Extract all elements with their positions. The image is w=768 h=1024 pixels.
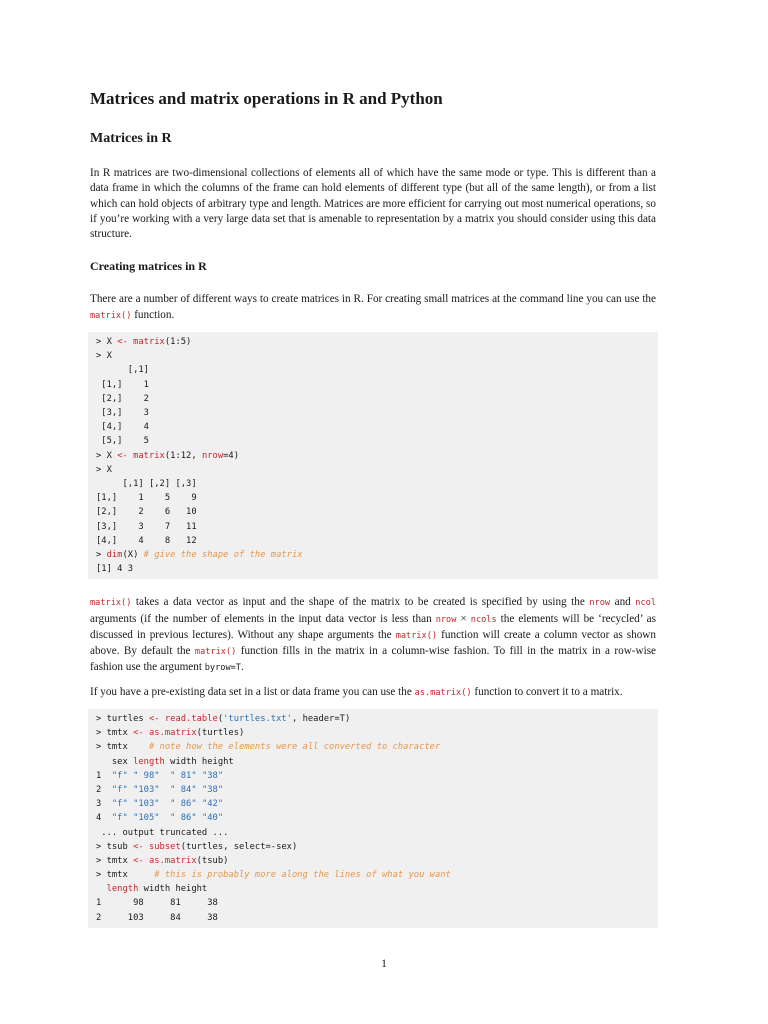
code-line: > X [96,351,112,362]
code-line: > tmtx # note how the elements were all converted to character [96,742,441,753]
code-line: [,1] [,2] [,3] [96,478,197,489]
page-title: Matrices and matrix operations in R and Python [90,89,443,108]
code-line: > X <- matrix(1:5) [96,337,192,348]
code-line: 2 "f" "103" " 84" "38" [96,784,224,795]
code-line: [5,] 5 [96,436,149,447]
code-line: [2,] 2 6 10 [96,507,197,518]
code-line: ... output truncated ... [96,827,229,838]
code-line: 3 "f" "103" " 86" "42" [96,799,224,810]
inline-code: matrix() [90,310,132,321]
code-line: > X [96,464,112,475]
code-block-matrix-creation [88,332,658,579]
code-block-turtles [88,709,658,928]
creating-paragraph [90,292,656,324]
document-page [90,88,656,944]
code-line: [4,] 4 8 12 [96,535,197,546]
code-line: > tmtx <- as.matrix(tsub) [96,855,229,866]
code-line: 2 103 84 38 [96,912,218,923]
section-heading-matrices-in-r: Matrices in R [90,131,172,146]
code-line: > tmtx # this is probably more along the lines of what you want [96,870,451,881]
code-line: > turtles <- read.table('turtles.txt', header=T) [96,714,351,725]
code-line: length width height [106,884,208,895]
text-span: function. [131,308,175,321]
text-span: There are a number of different ways to create matrices in R. For creating small matrices at the command line you can use the [90,293,656,306]
code-line: 1 "f" " 98" " 81" "38" [96,770,224,781]
code-line: sex length width height [96,756,234,767]
code-line: > dim(X) # give the shape of the matrix [96,549,303,560]
code-line: [1] 4 3 [96,564,134,575]
matrix-function-paragraph: matrix() takes a data vector as input and the shape of the matrix to be created is specified by using the nrow and ncol arguments (if the number of elements in the input data vector is less than nrow × ncols the elements will be ‘recycled’ as discussed in previous lectures). Without any shape arguments the matrix() function will create a column vector as shown above. By default the matrix() function fills in the matrix in a column-wise fashion. To fill in the matrix in a row-wise fashion use the argument byrow=T. [90,596,657,674]
code-line: > tsub <- subset(turtles, select=-sex) [96,841,298,852]
code-line: > X <- matrix(1:12, nrow=4) [96,450,240,461]
code-line: [,1] [96,365,149,376]
code-line: 1 98 81 38 [96,898,218,909]
page-number: 1 [381,958,387,970]
code-line: [3,] 3 7 11 [96,521,197,532]
code-line: [3,] 3 [96,408,149,419]
code-line: [4,] 4 [96,422,149,433]
code-line: [1,] 1 5 9 [96,493,197,504]
code-line: [2,] 2 [96,393,149,404]
intro-paragraph: In R matrices are two-dimensional collections of elements all of which have the same mode or type. This is different than a data frame in which the columns of the frame can hold elements of different type (but all of the same length), or from a list which can hold objects of arbitrary type and length. Matrices are more efficient for carrying out most numerical operations, so if you’re working with a very large data set that is amenable to representation by a matrix you should consider using this data structure. [90,167,656,241]
code-line: [1,] 1 [96,379,149,390]
code-line: 4 "f" "105" " 86" "40" [96,813,224,824]
as-matrix-paragraph: If you have a pre-existing data set in a list or data frame you can use the as.matrix() function to convert it to a matrix. [90,685,623,698]
code-line: > tmtx <- as.matrix(turtles) [96,728,245,739]
subsection-heading-creating-matrices: Creating matrices in R [90,259,207,274]
